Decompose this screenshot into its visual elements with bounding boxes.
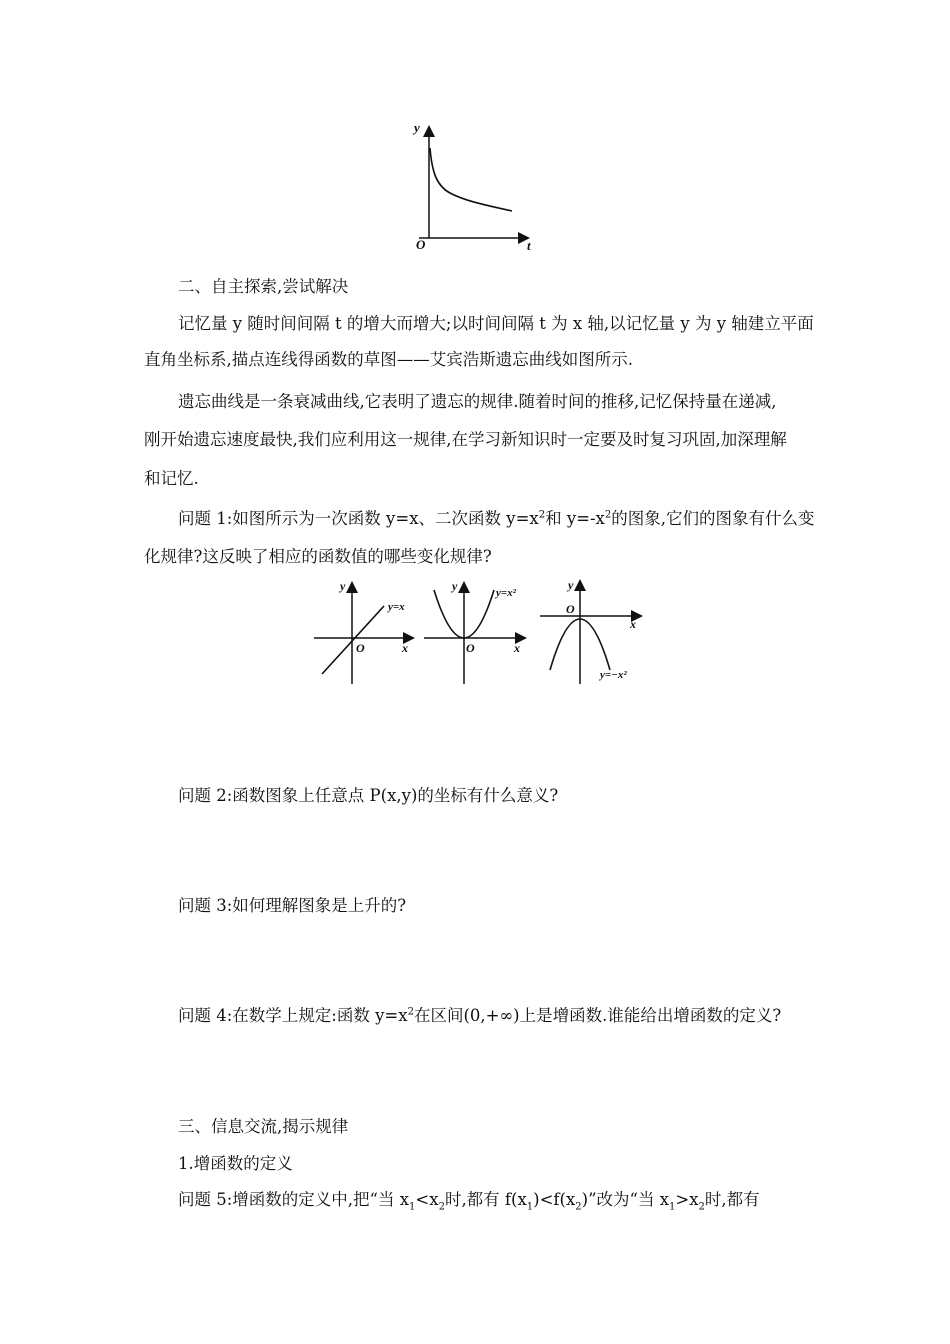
origin-label: O [356, 641, 365, 655]
subscript: 2 [575, 1201, 582, 1213]
paragraph1-line1: 记忆量 y 随时间间隔 t 的增大而增大;以时间间隔 t 为 x 轴,以记忆量 y 为 y 轴建立平面 [178, 314, 814, 333]
question1-line1 [178, 508, 814, 530]
subscript: 2 [438, 1201, 445, 1213]
parabola-down-figure [536, 578, 648, 688]
section2-heading: 二、自主探索,尝试解决 [178, 277, 349, 296]
paragraph2-line1: 遗忘曲线是一条衰减曲线,它表明了遗忘的规律.随着时间的推移,记忆保持量在递减, [178, 392, 777, 411]
question5-text: )”改为“当 x [581, 1190, 670, 1209]
origin-label: O [566, 602, 575, 616]
x-axis-label: x [514, 641, 520, 655]
question5-text: >x [675, 1190, 699, 1209]
y-axis-label: y [452, 579, 458, 593]
subscript: 1 [409, 1201, 416, 1213]
forgetting-curve [430, 148, 512, 211]
question5-text: 时,都有 f(x [444, 1190, 527, 1209]
subsection1-heading: 1.增函数的定义 [178, 1154, 293, 1173]
paragraph2-line2: 刚开始遗忘速度最快,我们应利用这一规律,在学习新知识时一定要及时复习巩固,加深理解 [144, 430, 787, 449]
question5-text: <x [415, 1190, 439, 1209]
exponent: 2 [604, 509, 612, 521]
origin-label: O [416, 237, 426, 252]
origin-label: O [466, 641, 475, 655]
subscript: 2 [698, 1201, 705, 1213]
question3: 问题 3:如何理解图象是上升的? [178, 896, 407, 915]
question5 [178, 1189, 760, 1211]
question4 [178, 1005, 781, 1027]
exponent: 2 [407, 1006, 414, 1018]
question1-text-a: 问题 1:如图所示为一次函数 y=x、二次函数 y=x [178, 509, 539, 528]
question5-text: 问题 5:增函数的定义中,把“当 x [178, 1190, 410, 1209]
question4-text-c: 在区间(0,+∞)上是增函数.谁能给出增函数的定义? [413, 1006, 782, 1025]
curve-label: y=x² [496, 587, 516, 599]
question1-text-c: 和 y=-x [545, 509, 605, 528]
x-axis-label: x [402, 641, 408, 655]
linear-function-figure [308, 578, 420, 688]
forgetting-curve-figure [405, 118, 545, 254]
parabola-up-figure [420, 578, 532, 688]
question1-line2: 化规律?这反映了相应的函数值的哪些变化规律? [144, 547, 492, 566]
y-axis-label: y [568, 578, 574, 592]
y-axis-label: y [340, 579, 346, 593]
line-y-equals-x [322, 606, 384, 674]
paragraph2-line3: 和记忆. [144, 469, 199, 488]
exponent: 2 [538, 509, 546, 521]
subscript: 1 [669, 1201, 676, 1213]
question4-text-a: 问题 4:在数学上规定:函数 y=x [178, 1006, 408, 1025]
question5-text: )<f(x [533, 1190, 576, 1209]
paragraph1-line2: 直角坐标系,描点连线得函数的草图——艾宾浩斯遗忘曲线如图所示. [144, 350, 633, 369]
y-axis-label: y [414, 120, 420, 135]
section3-heading: 三、信息交流,揭示规律 [178, 1117, 349, 1136]
question2: 问题 2:函数图象上任意点 P(x,y)的坐标有什么意义? [178, 786, 559, 805]
curve-label: y=−x² [600, 669, 627, 681]
question5-text: 时,都有 [704, 1190, 760, 1209]
curve-label: y=x [388, 601, 405, 613]
subscript: 1 [526, 1201, 534, 1213]
question1-text-e: 的图象,它们的图象有什么变 [611, 509, 815, 528]
x-axis-label: x [630, 617, 636, 631]
t-axis-label: t [527, 238, 531, 253]
